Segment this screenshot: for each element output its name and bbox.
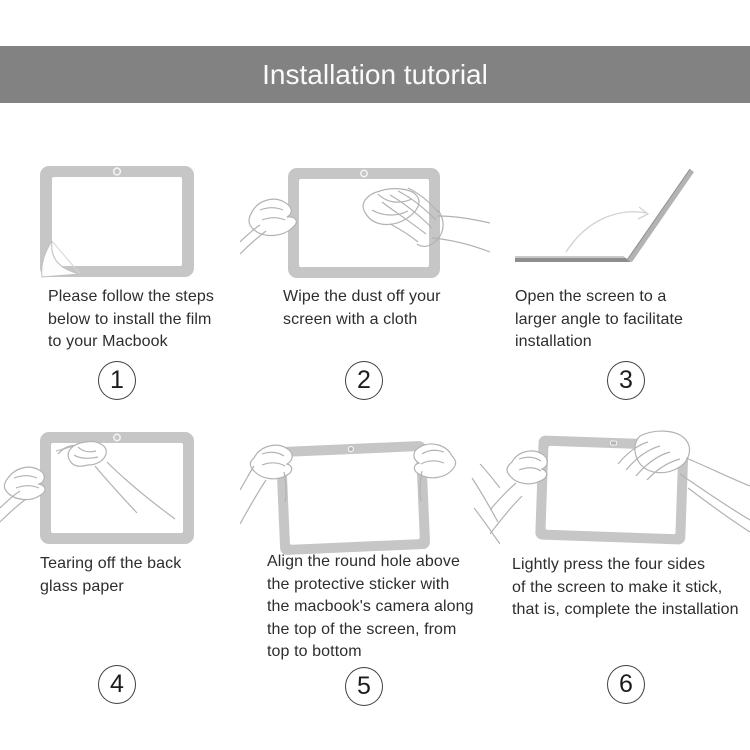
header-band (0, 46, 750, 103)
step-2-number-badge: 2 (345, 361, 383, 400)
step-2-line: Wipe the dust off your (283, 288, 441, 305)
step-4-illustration (0, 420, 250, 560)
step-5-line: Align the round hole above (267, 553, 460, 570)
align-film-two-hands-icon (240, 418, 500, 565)
step-5-number-badge: 5 (345, 667, 383, 706)
open-direction-arrow-icon (566, 207, 648, 252)
step-5-line: top to bottom (267, 643, 362, 660)
step-3-line: Open the screen to a (515, 288, 667, 305)
step-2-line: screen with a cloth (283, 310, 418, 328)
step-5-line: the top of the screen, from (267, 620, 457, 638)
step-5-text (267, 551, 474, 664)
laptop-side-view (515, 169, 694, 262)
step-4-line: glass paper (40, 577, 124, 595)
step-5-line: the macbook's camera along (267, 598, 474, 615)
step-3-text (515, 286, 683, 354)
step-6-line: that is, complete the installation (512, 601, 739, 618)
step-6-number-badge: 6 (607, 665, 645, 704)
step-6-line: of the screen to make it stick, (512, 578, 723, 596)
step-2-text (283, 286, 441, 331)
step-1-line: to your Macbook (48, 333, 168, 350)
step-5-line: the protective sticker with (267, 575, 450, 593)
step-1-text (48, 286, 214, 354)
film-peel-corner-icon (0, 155, 240, 285)
step-3-line: installation (515, 333, 592, 350)
step-6-illustration (490, 418, 750, 565)
step-6-text (512, 554, 739, 622)
tear-back-paper-icon (0, 420, 250, 560)
open-laptop-angle-icon (490, 150, 750, 280)
step-4-text (40, 553, 181, 598)
step-6-line: Lightly press the four sides (512, 556, 706, 573)
step-1-line: Please follow the steps (48, 288, 214, 305)
step-1-line: below to install the film (48, 310, 212, 328)
page-title: Installation tutorial (262, 58, 488, 90)
press-four-sides-icon (490, 418, 750, 565)
step-1-illustration (0, 155, 240, 285)
step-3-line: larger angle to facilitate (515, 310, 684, 328)
step-2-illustration (240, 150, 490, 290)
step-1-number-badge: 1 (98, 361, 136, 400)
step-4-number-badge: 4 (98, 665, 136, 704)
step-3-illustration (490, 150, 750, 280)
step-3-number-badge: 3 (607, 361, 645, 400)
film-screen (52, 177, 182, 266)
tilted-screen (276, 441, 431, 555)
step-4-line: Tearing off the back (40, 555, 182, 572)
step-5-illustration (240, 418, 500, 565)
wipe-screen-cloth-icon (240, 150, 490, 290)
